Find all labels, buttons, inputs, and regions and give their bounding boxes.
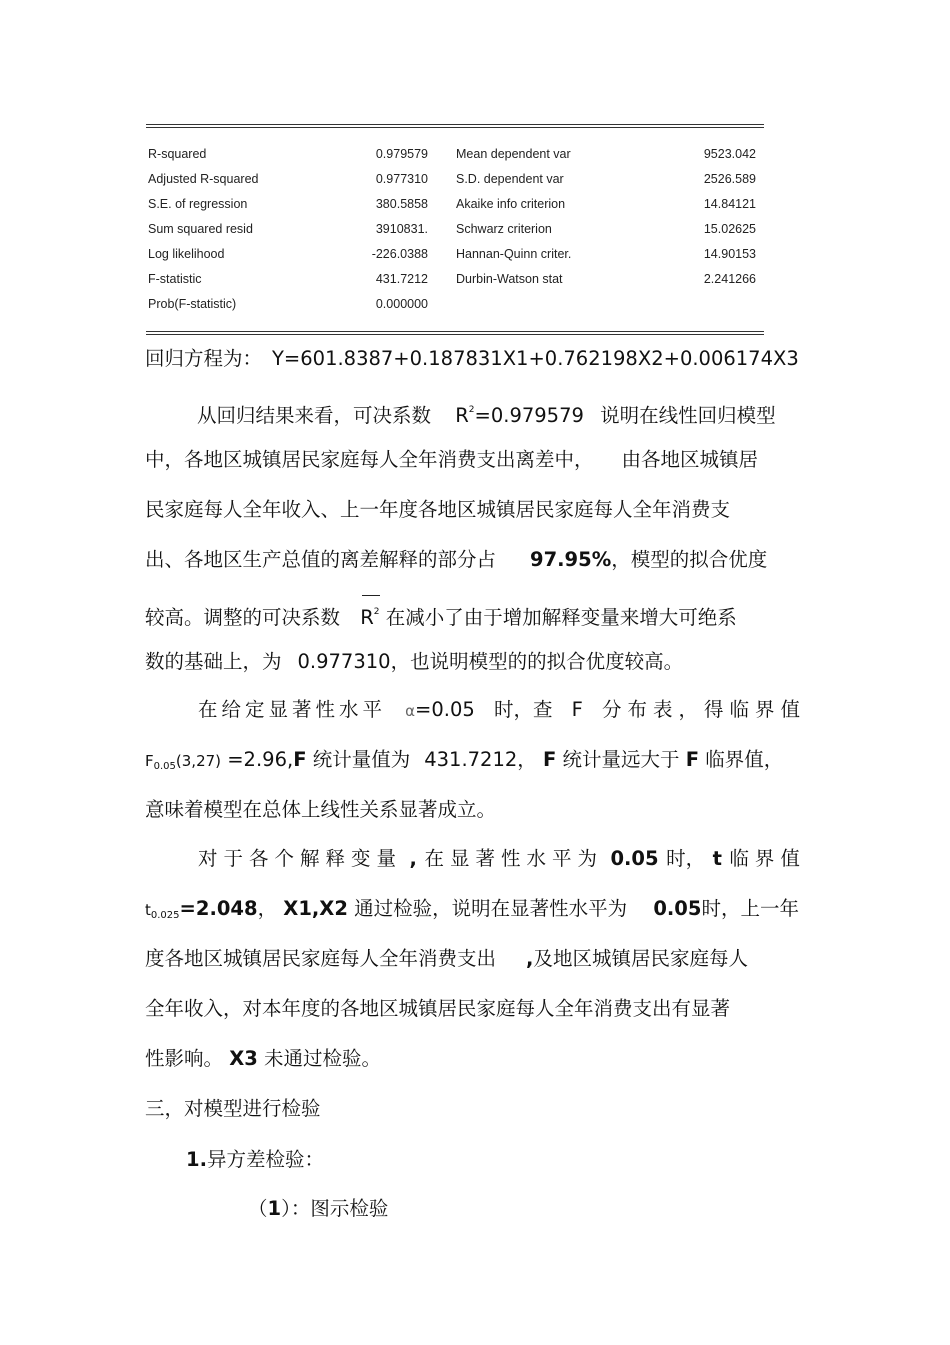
stat-value: 2.241266 — [703, 272, 756, 286]
stat-value: 0.977310 — [375, 172, 428, 186]
r-squared-value: =0.979579 — [474, 404, 584, 427]
text-span: 在给定显著性水平 — [198, 698, 387, 721]
stat-label: Durbin-Watson stat — [456, 272, 563, 286]
regression-equation — [145, 345, 810, 373]
text-span: 时，查 — [493, 698, 553, 721]
text-span: ，模型的拟合优度 — [611, 548, 768, 571]
text-span: 数的基础上，为 — [145, 650, 282, 673]
text-span: 分布表，得临界值 — [601, 698, 806, 721]
stat-value: 0.000000 — [375, 297, 428, 311]
subsubsection-heading — [248, 1195, 913, 1223]
r-letter: R — [360, 606, 374, 629]
paragraph-line — [145, 796, 810, 824]
text-span: 性影响。 — [145, 1047, 224, 1070]
stat-value: 0.979579 — [375, 147, 428, 161]
table-row — [146, 142, 764, 167]
paragraph-line — [198, 845, 806, 873]
superscript: 2 — [468, 405, 475, 415]
text-span: , — [409, 847, 417, 870]
stat-value: 15.02625 — [703, 222, 756, 236]
heading-number: 1. — [186, 1148, 207, 1171]
stat-label: Akaike info criterion — [456, 197, 566, 211]
variable-x3: X3 — [229, 1047, 258, 1070]
equation-label: 回归方程为： — [145, 347, 263, 370]
adjusted-r-squared-symbol — [360, 598, 379, 632]
significance-level: 0.05 — [653, 897, 702, 920]
f-letter: F — [145, 752, 154, 770]
paragraph-line — [145, 995, 810, 1023]
paragraph-line — [145, 746, 810, 781]
t-critical-symbol — [145, 901, 180, 919]
text-span: 临界值， — [705, 748, 784, 771]
text-span: t — [712, 847, 722, 870]
text-span: F — [543, 748, 557, 771]
paragraph-line — [145, 598, 810, 632]
t-letter: t — [145, 901, 151, 919]
text-span: 临界值 — [729, 847, 806, 870]
text-span: 未通过检验。 — [264, 1047, 382, 1070]
text-span: 中，各地区城镇居民家庭每人全年消费支出离差中， — [145, 448, 594, 471]
stat-label: Log likelihood — [148, 247, 225, 261]
paragraph-line — [145, 895, 810, 930]
stat-label: Hannan-Quinn criter. — [456, 247, 572, 261]
text-span: 由各地区城镇居 — [621, 448, 759, 471]
percentage-value: 97.95% — [530, 548, 612, 571]
regression-stats-table — [146, 124, 764, 335]
heading-text: 三，对模型进行检验 — [145, 1097, 321, 1120]
subscript: 0.05 — [153, 761, 176, 772]
stat-label: Mean dependent var — [456, 147, 571, 161]
text-span: 时， — [666, 847, 706, 870]
stat-value: 2526.589 — [703, 172, 756, 186]
alpha-value: =0.05 — [415, 698, 475, 721]
stat-label: Schwarz criterion — [456, 222, 552, 236]
text-span: F — [685, 748, 700, 771]
equation-formula: Y=601.8387+0.187831X1+0.762198X2+0.006174X3 — [272, 347, 799, 370]
stat-label: S.D. dependent var — [456, 172, 564, 186]
paragraph-line — [145, 945, 810, 973]
table-row — [146, 242, 764, 267]
table-row — [146, 292, 764, 317]
alpha-expression — [405, 696, 475, 725]
text-span: 度各地区城镇居民家庭每人全年消费支出 — [145, 947, 497, 970]
f-critical-symbol — [145, 752, 221, 770]
t-critical-value: =2.048 — [179, 897, 258, 920]
r-letter: R — [455, 404, 469, 427]
text-span: 较高。调整的可决系数 — [145, 606, 341, 629]
text-span: F — [571, 698, 583, 721]
paragraph-line — [145, 446, 810, 474]
table-row — [146, 167, 764, 192]
stat-value: 380.5858 — [375, 197, 428, 211]
stat-label: F-statistic — [148, 272, 202, 286]
table-row — [146, 217, 764, 242]
text-span: ，也说明模型的的拟合优度较高。 — [390, 650, 684, 673]
significance-level: 0.05 — [610, 847, 659, 870]
text-span: 及地区城镇居民家庭每人 — [533, 947, 748, 970]
stat-label: Adjusted R-squared — [148, 172, 259, 186]
subsection-heading — [186, 1146, 851, 1174]
text-span: 统计量值为 — [312, 748, 411, 771]
text-span: 意味着模型在总体上线性关系显著成立。 — [145, 798, 497, 821]
text-span: 从回归结果来看，可决系数 — [197, 404, 432, 427]
variables: X1,X2 — [283, 897, 348, 920]
stat-label: R-squared — [148, 147, 207, 161]
text-span: 对于各个解释变量 — [198, 847, 403, 870]
stat-value: -226.0388 — [371, 247, 428, 261]
stat-value: 3910831. — [375, 222, 428, 236]
table-row — [146, 192, 764, 217]
table-row — [146, 267, 764, 292]
adjusted-r-value: 0.977310 — [297, 650, 391, 673]
heading-text: 异方差检验： — [206, 1148, 324, 1171]
text-span: 在显著性水平为 — [424, 847, 603, 870]
paragraph-line — [145, 546, 810, 574]
text-span: 民家庭每人全年收入、上一年度各地区城镇居民家庭每人全年消费支 — [145, 498, 731, 521]
text-span: 出、各地区生产总值的离差解释的部分占 — [145, 548, 497, 571]
table-body — [146, 128, 764, 317]
stat-label: Sum squared resid — [148, 222, 253, 236]
r-squared-symbol — [455, 404, 474, 427]
f-args: (3,27) — [175, 752, 222, 770]
text-span: 统计量远大于 — [562, 748, 680, 771]
paragraph-line — [145, 648, 810, 676]
stat-label: S.E. of regression — [148, 197, 248, 211]
stat-value: 14.90153 — [703, 247, 756, 261]
subscript: 0.025 — [150, 910, 180, 921]
f-stat-value: 431.7212 — [424, 748, 518, 771]
paragraph-line — [145, 1045, 810, 1073]
text-span: ， — [257, 897, 278, 920]
text-span: 时，上一年 — [701, 897, 799, 920]
table-bottom-rule — [146, 331, 764, 335]
section-heading — [145, 1095, 810, 1123]
text-span: 通过检验，说明在显著性水平为 — [354, 897, 628, 920]
paragraph-line — [145, 496, 810, 524]
paragraph-line — [145, 396, 810, 430]
heading-number: 1 — [267, 1197, 282, 1220]
stat-value: 9523.042 — [703, 147, 756, 161]
text-span: F — [293, 748, 307, 771]
paragraph-line — [198, 696, 806, 725]
superscript: 2 — [373, 607, 380, 617]
text-span: , — [526, 947, 534, 970]
stat-value: 431.7212 — [375, 272, 428, 286]
paren-open: （ — [248, 1197, 268, 1220]
text-span: ， — [517, 748, 537, 771]
alpha-symbol: α — [405, 702, 416, 720]
stat-value: 14.84121 — [703, 197, 756, 211]
stat-label: Prob(F-statistic) — [148, 297, 237, 311]
f-critical-value: =2.96, — [227, 748, 294, 771]
text-span: 在减小了由于增加解释变量来增大可绝系 — [385, 606, 737, 629]
text-span: 说明在线性回归模型 — [600, 404, 776, 427]
heading-text: ）：图示检验 — [281, 1197, 389, 1220]
text-span: 全年收入，对本年度的各地区城镇居民家庭每人全年消费支出有显著 — [145, 997, 731, 1020]
